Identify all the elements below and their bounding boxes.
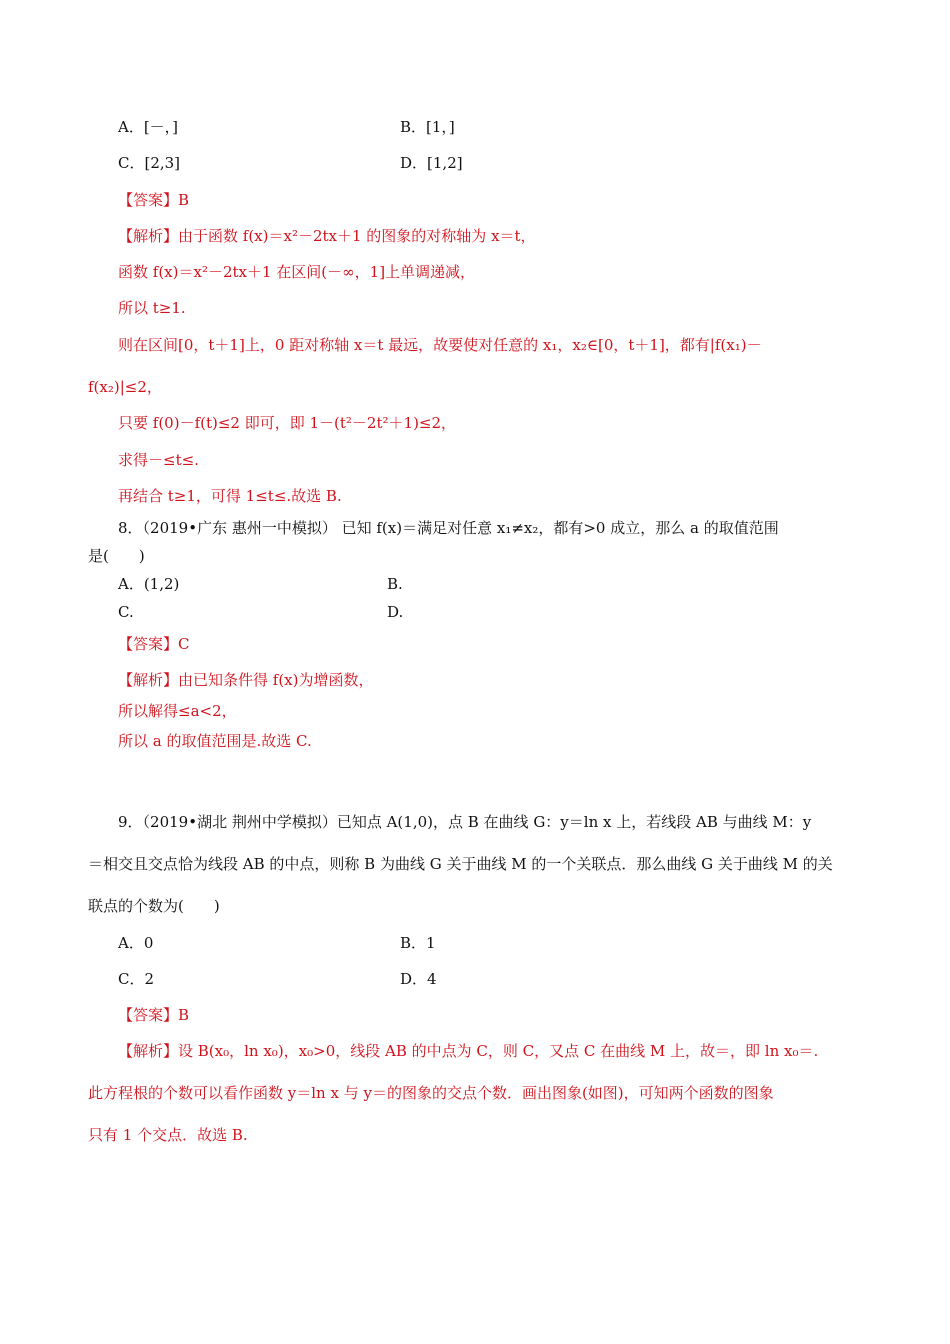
- q9-analysis-line: 此方程根的个数可以看作函数 y＝ln x 与 y＝的图象的交点个数．画出图象(如图)，可知两个函数的图象: [88, 1084, 774, 1102]
- q7-analysis-line: f(x₂)|≤2，: [88, 378, 162, 396]
- q7-analysis-line: 求得－≤t≤.: [118, 451, 199, 469]
- q8-stem: 是( ): [88, 547, 145, 565]
- q9-option-a: A．0: [118, 934, 154, 952]
- q7-analysis-line: 函数 f(x)＝x²－2tx＋1 在区间(－∞，1]上单调递减，: [118, 263, 476, 281]
- q8-option-a: A．(1,2): [118, 575, 180, 593]
- q7-option-a: A．[－，]: [118, 118, 179, 136]
- q8-analysis-line: 所以 a 的取值范围是.故选 C.: [118, 732, 312, 750]
- q7-option-c: C．[2,3]: [118, 154, 181, 172]
- q9-analysis-line: 【解析】设 B(x₀，ln x₀)，x₀>0，线段 AB 的中点为 C，则 C，又点 C 在曲线 M 上，故＝，即 ln x₀＝.: [118, 1042, 819, 1060]
- q9-option-d: D．4: [400, 970, 437, 988]
- q7-answer: 【答案】B: [118, 191, 190, 209]
- q9-option-c: C．2: [118, 970, 155, 988]
- q9-answer: 【答案】B: [118, 1006, 190, 1024]
- q9-stem: 9．（2019•湖北 荆州中学模拟）已知点 A(1,0)，点 B 在曲线 G：y＝ln x 上，若线段 AB 与曲线 M：y: [118, 813, 812, 831]
- q8-option-b: B.: [387, 575, 403, 593]
- q7-analysis-line: 【解析】由于函数 f(x)＝x²－2tx＋1 的图象的对称轴为 x＝t，: [118, 227, 536, 245]
- q7-analysis-line: 再结合 t≥1，可得 1≤t≤.故选 B.: [118, 487, 342, 505]
- q8-analysis-line: 所以解得≤a<2，: [118, 702, 237, 720]
- q7-analysis-line: 只要 f(0)－f(t)≤2 即可，即 1－(t²－2t²＋1)≤2，: [118, 414, 457, 432]
- q9-option-b: B．1: [400, 934, 436, 952]
- q9-stem: 联点的个数为( ): [88, 897, 220, 915]
- q7-analysis-line: 则在区间[0，t＋1]上，0 距对称轴 x＝t 最远，故要使对任意的 x₁，x₂∈[0，t＋1]，都有|f(x₁)－: [118, 336, 762, 354]
- q7-option-d: D．[1,2]: [400, 154, 463, 172]
- q8-answer: 【答案】C: [118, 635, 190, 653]
- q8-option-d: D.: [387, 603, 404, 621]
- q8-stem: 8．（2019•广东 惠州一中模拟） 已知 f(x)＝满足对任意 x₁≠x₂，都有>0 成立，那么 a 的取值范围: [118, 519, 779, 537]
- q8-analysis-line: 【解析】由已知条件得 f(x)为增函数，: [118, 671, 374, 689]
- q7-option-b: B．[1，]: [400, 118, 455, 136]
- q7-analysis-line: 所以 t≥1.: [118, 299, 186, 317]
- q9-stem: ＝相交且交点恰为线段 AB 的中点，则称 B 为曲线 G 关于曲线 M 的一个关联点．那么曲线 G 关于曲线 M 的关: [88, 855, 833, 873]
- q8-option-c: C.: [118, 603, 134, 621]
- q9-analysis-line: 只有 1 个交点．故选 B.: [88, 1126, 248, 1144]
